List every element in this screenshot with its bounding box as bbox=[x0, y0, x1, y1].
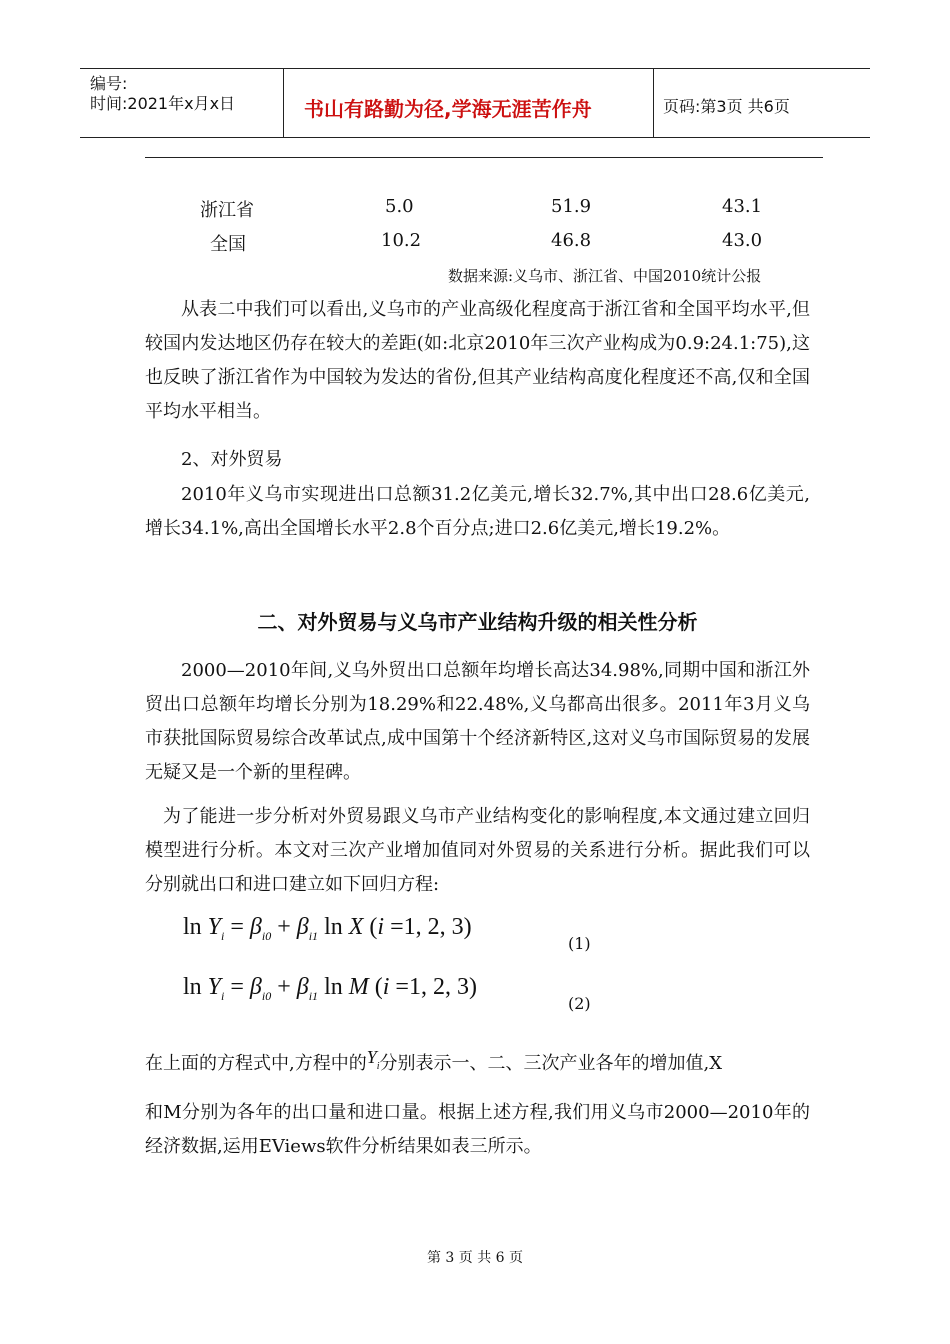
paragraph-6: 和M分别为各年的出口量和进口量。根据上述方程,我们用义乌市2000—2010年的经济数据,运用EViews软件分析结果如表三所示。 bbox=[145, 1102, 810, 1157]
header-motto: 书山有路勤为径,学海无涯苦作舟 bbox=[304, 97, 592, 121]
header-divider bbox=[283, 69, 284, 137]
header-page-info: 页码:第3页 共6页 bbox=[663, 97, 790, 116]
equation-number: (2) bbox=[568, 994, 591, 1013]
paragraph-1: 从表二中我们可以看出,义乌市的产业高级化程度高于浙江省和全国平均水平,但较国内发达地区仍存在较大的差距(如:北京2010年三次产业构成为0.9:24.1:75),这也反映了浙江省作为中国较为发达的省份,但其产业结构高度化程度还不高,仅和全国平均水平相当。 bbox=[145, 299, 810, 422]
table-cell-region: 浙江省 bbox=[200, 200, 254, 221]
equation-number: (1) bbox=[568, 934, 591, 953]
table-cell-value: 10.2 bbox=[381, 230, 422, 251]
subheading-foreign-trade: 2、对外贸易 bbox=[181, 449, 283, 470]
header-number-label: 编号: bbox=[90, 74, 128, 93]
table-top-rule bbox=[145, 157, 823, 158]
table-cell-value: 46.8 bbox=[551, 230, 592, 251]
paragraph-2: 2010年义乌市实现进出口总额31.2亿美元,增长32.7%,其中出口28.6亿美元,增长34.1%,高出全国增长水平2.8个百分点;进口2.6亿美元,增长19.2%。 bbox=[145, 484, 810, 539]
page-footer: 第 3 页 共 6 页 bbox=[426, 1250, 524, 1266]
table-cell-value: 43.0 bbox=[722, 230, 763, 251]
regression-equation-1: $\ln Y_i = \beta_{i0} + \beta_{i1}$ ln X (i =1, 2, 3) bbox=[183, 914, 472, 943]
regression-equation-2: $\ln Y_i = \beta_{i0} + \beta_{i1}$ ln M (i =1, 2, 3) bbox=[183, 974, 477, 1003]
paragraph-5-start: 在上面的方程式中,方程中的 bbox=[145, 1053, 367, 1074]
paragraph-5-end: 分别表示一、二、三次产业各年的增加值,X bbox=[379, 1053, 723, 1074]
table-cell-value: 5.0 bbox=[385, 196, 414, 217]
page-header bbox=[80, 68, 870, 138]
section-title: 二、对外贸易与义乌市产业结构升级的相关性分析 bbox=[257, 610, 698, 634]
paragraph-4: 为了能进一步分析对外贸易跟义乌市产业结构变化的影响程度,本文通过建立回归模型进行分析。本文对三次产业增加值同对外贸易的关系进行分析。据此我们可以分别就出口和进口建立如下回归方程: bbox=[145, 806, 810, 895]
table-source-note: 数据来源:义乌市、浙江省、中国2010统计公报 bbox=[448, 267, 762, 285]
table-cell-value: 51.9 bbox=[551, 196, 592, 217]
header-divider bbox=[653, 69, 654, 137]
paragraph-3: 2000—2010年间,义乌外贸出口总额年均增长高达34.98%,同期中国和浙江外贸出口总额年均增长分别为18.29%和22.48%,义乌都高出很多。2011年3月义乌市获批国际贸易综合改革试点,成中国第十个经济新特区,这对义乌市国际贸易的发展无疑又是一个新的里程碑。 bbox=[145, 660, 810, 783]
header-time-label: 时间:2021年x月x日 bbox=[90, 94, 236, 113]
table-cell-region: 全国 bbox=[210, 234, 246, 255]
table-cell-value: 43.1 bbox=[722, 196, 763, 217]
paragraph-5: 在上面的方程式中,方程中的$Y_i$分别表示一、二、三次产业各年的增加值,X bbox=[145, 1047, 723, 1074]
